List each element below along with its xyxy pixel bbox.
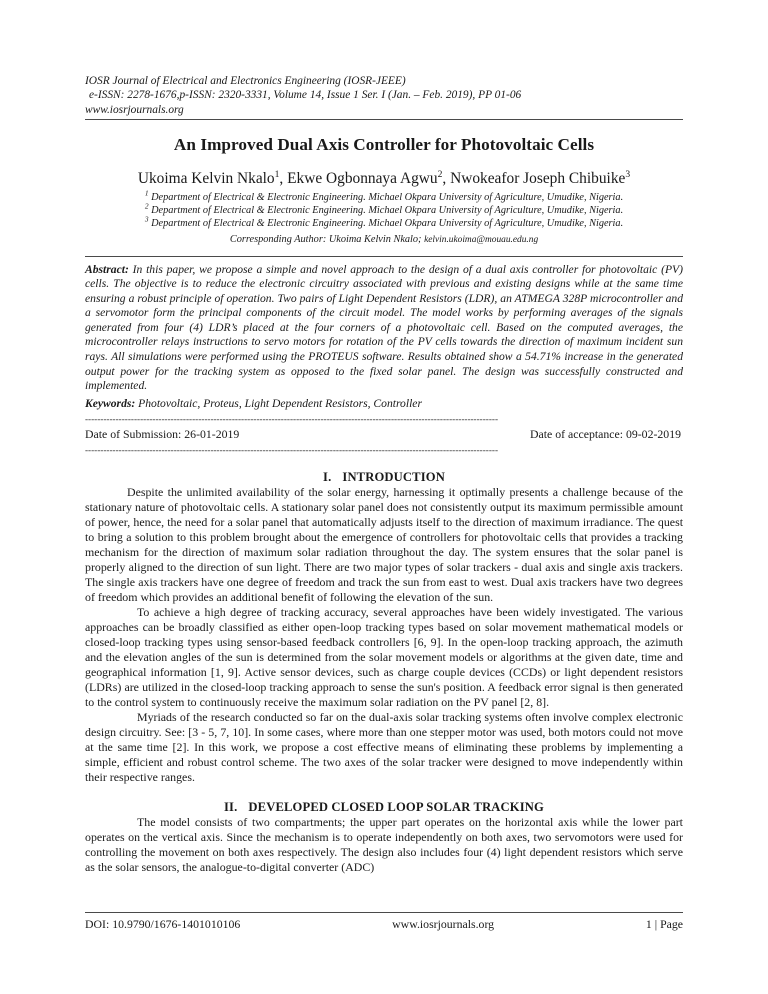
page-title: An Improved Dual Axis Controller for Photovoltaic Cells xyxy=(173,135,595,155)
corresponding-author-label: Corresponding Author: Ukoima Kelvin Nkalo; xyxy=(229,233,422,245)
author-affiliation-marker-2: 2 xyxy=(437,169,443,181)
section-numeral-2: II. xyxy=(224,800,238,815)
author-separator-1: , xyxy=(279,170,288,188)
affiliation-marker-1: 1 xyxy=(144,188,149,198)
paragraph-intro-3: Myriads of the research conducted so far on the dual-axis solar tracking systems often involve complex electronic design circuitry. See: [3 - 5, 7, 10]. In some cases, where more than one stepper motor was used, both motors could not move at the same time [2]. In this work, we propose a cost effective means of eliminating these problems by implementing a simple, efficient and robust control scheme. The two axes of the solar tracker were designed to move independently within their respective ranges. xyxy=(85,710,683,785)
abstract-label: Abstract: xyxy=(85,262,129,276)
keywords-text: Photovoltaic, Proteus, Light Dependent Resistors, Controller xyxy=(135,396,422,410)
affiliation-2 xyxy=(85,201,683,217)
journal-issn-volume: e-ISSN: 2278-1676,p-ISSN: 2320-3331, Volume 14, Issue 1 Ser. I (Jan. – Feb. 2019), PP 01-06 xyxy=(89,89,522,102)
dashed-separator-bottom: --------------------------------------------------------------------------------------------------------------------------------------- xyxy=(85,445,499,456)
author-list xyxy=(85,169,683,188)
author-name-2: Ekwe Ogbonnaya Agwu xyxy=(287,170,438,188)
abstract-block xyxy=(85,263,683,394)
paragraph-section2-1: The model consists of two compartments; the upper part operates on the horizontal axis while the lower part operates on the vertical axis. Since the mechanism is to operate independently on both axes, two servomotors were used for controlling the movement on both axes respectively. The design also includes four (4) light dependent resistors which serve as the solar sensors, the analogue-to-digital converter (ADC) xyxy=(85,815,683,875)
footer-url[interactable]: www.iosrjournals.org xyxy=(392,917,495,931)
dashed-separator-top: --------------------------------------------------------------------------------------------------------------------------------------- xyxy=(85,414,499,425)
paragraph-intro-1: Despite the unlimited availability of the solar energy, harnessing it optimally presents a challenge because of the stationary nature of photovoltaic cells. A stationary solar panel does not consistently output its maximum permissible amount of power, hence, the need for a solar panel that automatically adjusts itself to the direction of maximum irradiance. The quest to bring a solution to this problem brought about the emergence of controllers for photovoltaic cells that provides a tracking mechanism for the direction of maximum solar radiation throughout the day. The system ensures that the solar panel is properly aligned to the direction of sun light. There are two major types of solar trackers - dual axis and single axis trackers. The single axis trackers have one degree of freedom and track the sun from east to west. Dual axis trackers have two degrees of freedom which provides an additional benefit of following the elevation of the sun. xyxy=(85,485,683,605)
affiliation-3 xyxy=(85,214,683,230)
author-affiliation-marker-3: 3 xyxy=(625,169,631,181)
keywords-label: Keywords: xyxy=(85,396,136,410)
date-of-acceptance: Date of acceptance: 09-02-2019 xyxy=(530,427,681,442)
page-footer xyxy=(85,912,683,932)
abstract-top-rule xyxy=(85,256,683,257)
abstract-text: In this paper, we propose a simple and novel approach to the design of a dual axis controller for photovoltaic (PV) cells. The objective is to reduce the electronic circuitry associated with previous and existing designs while at the same time ensuring a robust principle of operation. Two pairs of Light Dependent Resistors (LDR), an ATMEGA 328P microcontroller and a servomotor form the principal components of the circuit model. The model works by performing averages of the signals generated from four (4) LDR’s placed at the four corners of a photovoltaic cell. Based on the computed averages, the microcontroller relays instructions to servo motors for rotation of the PV cells towards the direction of maximum incident sun rays. All simulations were performed using the PROTEUS software. Results obtained show a 54.71% increase in the generated output power for the tracking system as opposed to the fixed solar panel. The design was successfully constructed and implemented. xyxy=(85,262,683,393)
author-affiliation-marker-1: 1 xyxy=(274,169,280,181)
affiliation-marker-2: 2 xyxy=(144,201,149,211)
affiliation-list xyxy=(85,188,683,230)
journal-website: www.iosrjournals.org xyxy=(85,103,184,116)
section-title-1: INTRODUCTION xyxy=(342,470,445,485)
keywords-block xyxy=(85,396,683,411)
footer-page-number: 1 | Page xyxy=(645,917,683,931)
paragraph-intro-2: To achieve a high degree of tracking accuracy, several approaches have been widely investigated. The various approaches can be broadly classified as either open-loop tracking types based on solar movement mathematical models or closed-loop tracking types using sensor-based feedback controllers [6, 9]. In the open-loop tracking approach, the azimuth and the elevation angles of the sun is determined from the solar movement models or algorithms at the given date, time and geographical information [1, 9]. Active sensor devices, such as charge couple devices (CCDs) or light dependent resistors (LDRs) are utilized in the closed-loop tracking approach to sense the sun's position. A feedback error signal is then generated to the control system to continuously receive the maximum solar radiation on the PV panel [2, 8]. xyxy=(85,605,683,710)
date-of-submission: Date of Submission: 26-01-2019 xyxy=(85,427,240,442)
author-separator-2: , xyxy=(442,170,451,188)
journal-header xyxy=(85,74,683,120)
section-title-2: DEVELOPED CLOSED LOOP SOLAR TRACKING xyxy=(248,800,544,815)
section-numeral-1: I. xyxy=(323,470,332,485)
corresponding-author xyxy=(85,233,683,247)
dates-row xyxy=(85,426,683,442)
affiliation-text-1: Department of Electrical & Electronic Engineering. Michael Okpara University of Agriculture, Umudike, Nigeria. xyxy=(151,192,624,204)
affiliation-marker-3: 3 xyxy=(144,214,149,224)
footer-rule xyxy=(85,912,683,913)
footer-row xyxy=(85,916,683,932)
author-name-1: Ukoima Kelvin Nkalo xyxy=(137,170,275,188)
author-name-3: Nwokeafor Joseph Chibuike xyxy=(450,170,626,188)
section-heading-developed-closed-loop-solar-tracking xyxy=(85,799,683,815)
corresponding-author-email[interactable]: kelvin.ukoima@mouau.edu.ng xyxy=(424,234,539,245)
affiliation-text-3: Department of Electrical & Electronic Engineering. Michael Okpara University of Agriculture, Umudike, Nigeria. xyxy=(151,218,624,230)
affiliation-text-2: Department of Electrical & Electronic Engineering. Michael Okpara University of Agriculture, Umudike, Nigeria. xyxy=(151,205,624,217)
journal-name: IOSR Journal of Electrical and Electronics Engineering (IOSR-JEEE) xyxy=(85,75,406,87)
affiliation-1 xyxy=(85,188,683,204)
footer-doi: DOI: 10.9790/1676-1401010106 xyxy=(85,917,241,931)
section-heading-introduction xyxy=(85,469,683,485)
